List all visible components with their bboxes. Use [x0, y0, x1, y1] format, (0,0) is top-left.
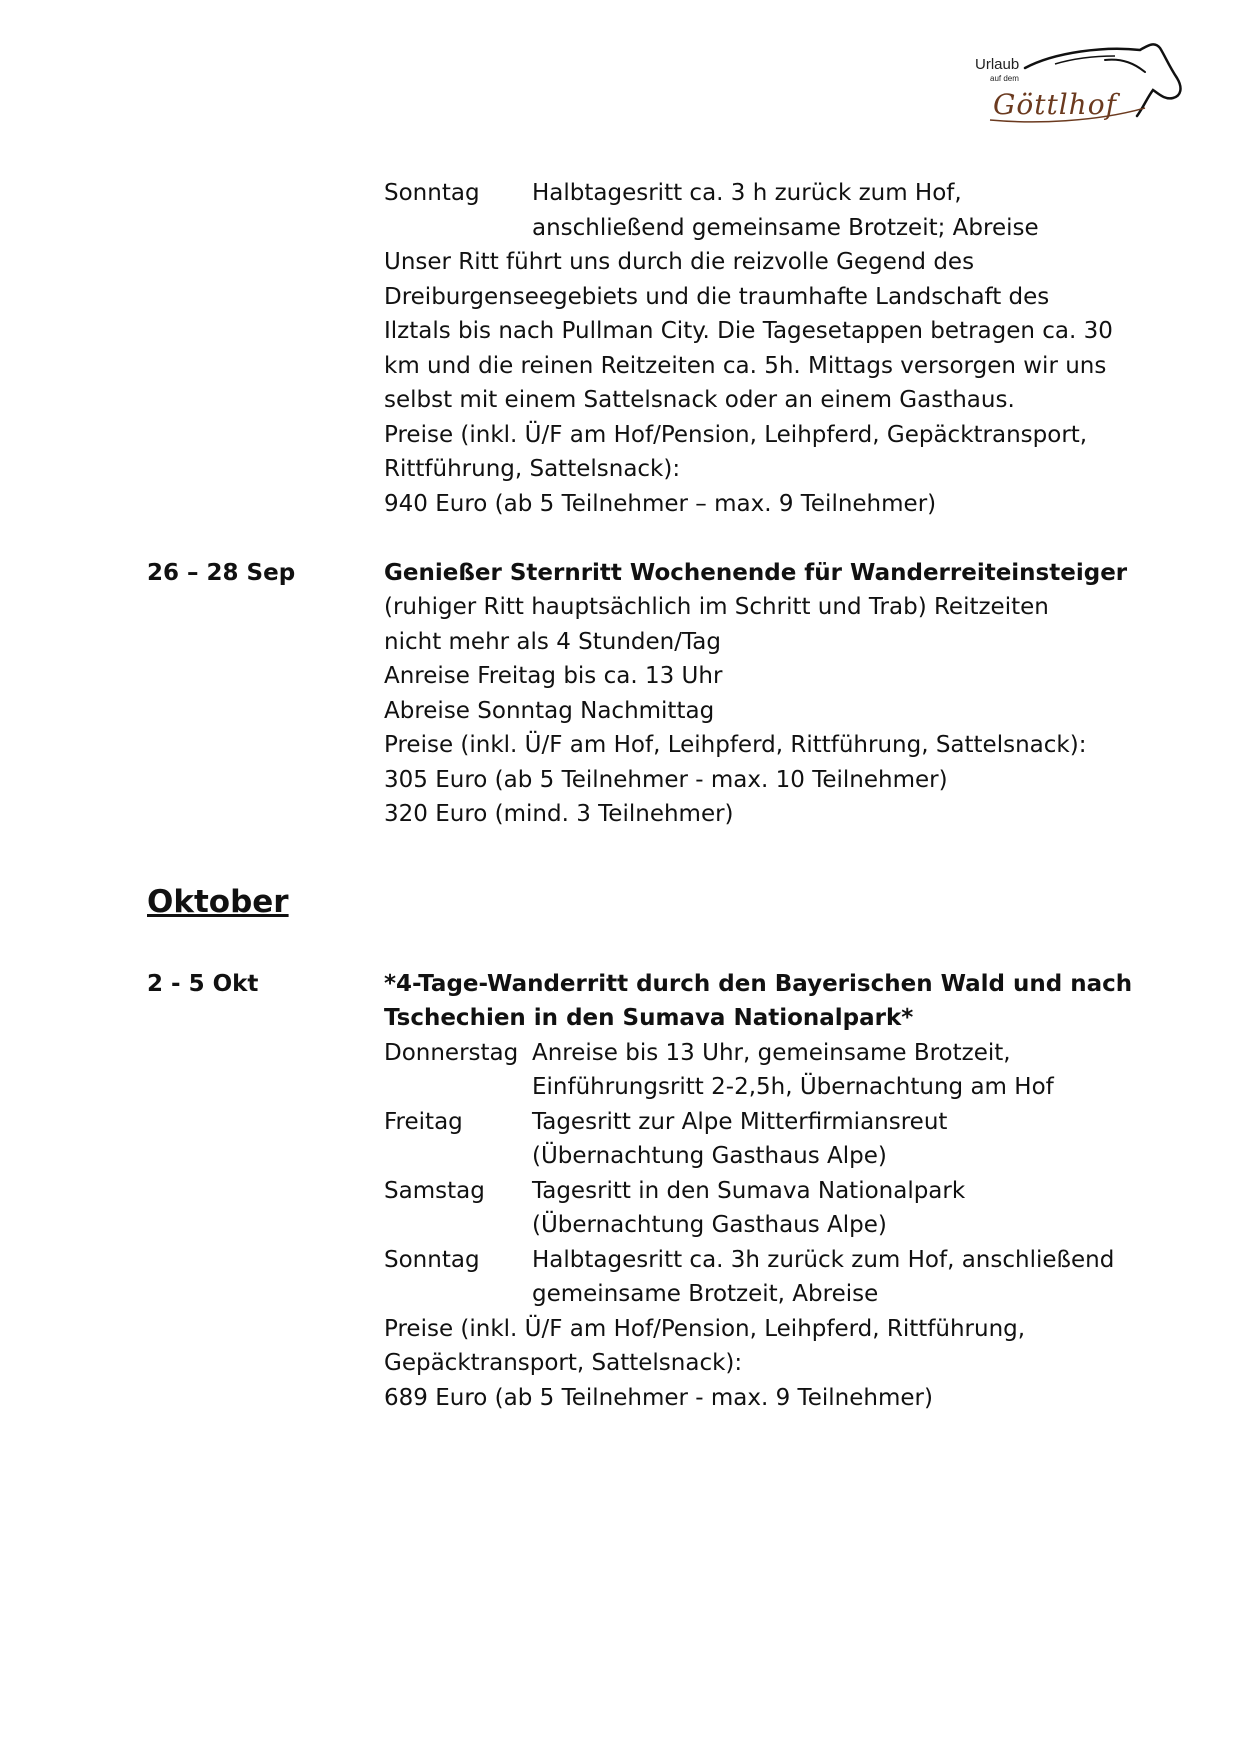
schedule-day: Freitag	[384, 1109, 463, 1135]
schedule-day: Donnerstag	[384, 1040, 519, 1066]
logo-urlaub-text: Urlaub	[975, 56, 1020, 73]
event-date: 26 – 28 Sep	[147, 560, 296, 586]
price-text: 305 Euro (ab 5 Teilnehmer - max. 10 Teilnehmer)	[384, 767, 948, 793]
body-text: Abreise Sonntag Nachmittag	[384, 698, 715, 724]
body-text: selbst mit einem Sattelsnack oder an einem Gasthaus.	[384, 387, 1015, 413]
body-text: Preise (inkl. Ü/F am Hof/Pension, Leihpferd, Rittführung,	[384, 1316, 1026, 1342]
schedule-text: (Übernachtung Gasthaus Alpe)	[532, 1212, 887, 1238]
goettlhof-logo	[955, 38, 1185, 134]
logo-aufdem-text: auf dem	[990, 74, 1019, 83]
body-text: Anreise Freitag bis ca. 13 Uhr	[384, 663, 723, 689]
schedule-text: Anreise bis 13 Uhr, gemeinsame Brotzeit,	[532, 1040, 1011, 1066]
schedule-text: Tagesritt zur Alpe Mitterfirmiansreut	[532, 1109, 948, 1135]
event-date: 2 - 5 Okt	[147, 971, 259, 997]
price-text: 689 Euro (ab 5 Teilnehmer - max. 9 Teilnehmer)	[384, 1385, 933, 1411]
body-text: (ruhiger Ritt hauptsächlich im Schritt und Trab) Reitzeiten	[384, 594, 1049, 620]
body-text: Preise (inkl. Ü/F am Hof, Leihpferd, Rittführung, Sattelsnack):	[384, 732, 1087, 758]
body-text: Ilztals bis nach Pullman City. Die Tagesetappen betragen ca. 30	[384, 318, 1113, 344]
price-text: 940 Euro (ab 5 Teilnehmer – max. 9 Teilnehmer)	[384, 491, 937, 517]
body-text: km und die reinen Reitzeiten ca. 5h. Mittags versorgen wir uns	[384, 353, 1107, 379]
schedule-text: Halbtagesritt ca. 3 h zurück zum Hof,	[532, 180, 962, 206]
schedule-text: Halbtagesritt ca. 3h zurück zum Hof, anschließend	[532, 1247, 1115, 1273]
body-text: nicht mehr als 4 Stunden/Tag	[384, 629, 721, 655]
schedule-text: gemeinsame Brotzeit, Abreise	[532, 1281, 879, 1307]
schedule-text: Tagesritt in den Sumava Nationalpark	[532, 1178, 966, 1204]
schedule-text: (Übernachtung Gasthaus Alpe)	[532, 1143, 887, 1169]
event-title: *4-Tage-Wanderritt durch den Bayerischen Wald und nach	[384, 971, 1133, 997]
body-text: Rittführung, Sattelsnack):	[384, 456, 681, 482]
event-title: Genießer Sternritt Wochenende für Wanderreiteinsteiger	[384, 560, 1128, 586]
schedule-day: Samstag	[384, 1178, 485, 1204]
body-text: Gepäcktransport, Sattelsnack):	[384, 1350, 743, 1376]
body-text: Dreiburgenseegebiets und die traumhafte Landschaft des	[384, 284, 1050, 310]
logo-name-text: Göttlhof	[993, 88, 1117, 121]
schedule-text: anschließend gemeinsame Brotzeit; Abreise	[532, 215, 1039, 241]
schedule-day: Sonntag	[384, 180, 480, 206]
price-text: 320 Euro (mind. 3 Teilnehmer)	[384, 801, 734, 827]
body-text: Unser Ritt führt uns durch die reizvolle Gegend des	[384, 249, 975, 275]
schedule-text: Einführungsritt 2-2,5h, Übernachtung am Hof	[532, 1074, 1054, 1100]
event-title: Tschechien in den Sumava Nationalpark*	[384, 1005, 914, 1031]
schedule-day: Sonntag	[384, 1247, 480, 1273]
month-heading: Oktober	[147, 884, 289, 920]
body-text: Preise (inkl. Ü/F am Hof/Pension, Leihpferd, Gepäcktransport,	[384, 422, 1088, 448]
